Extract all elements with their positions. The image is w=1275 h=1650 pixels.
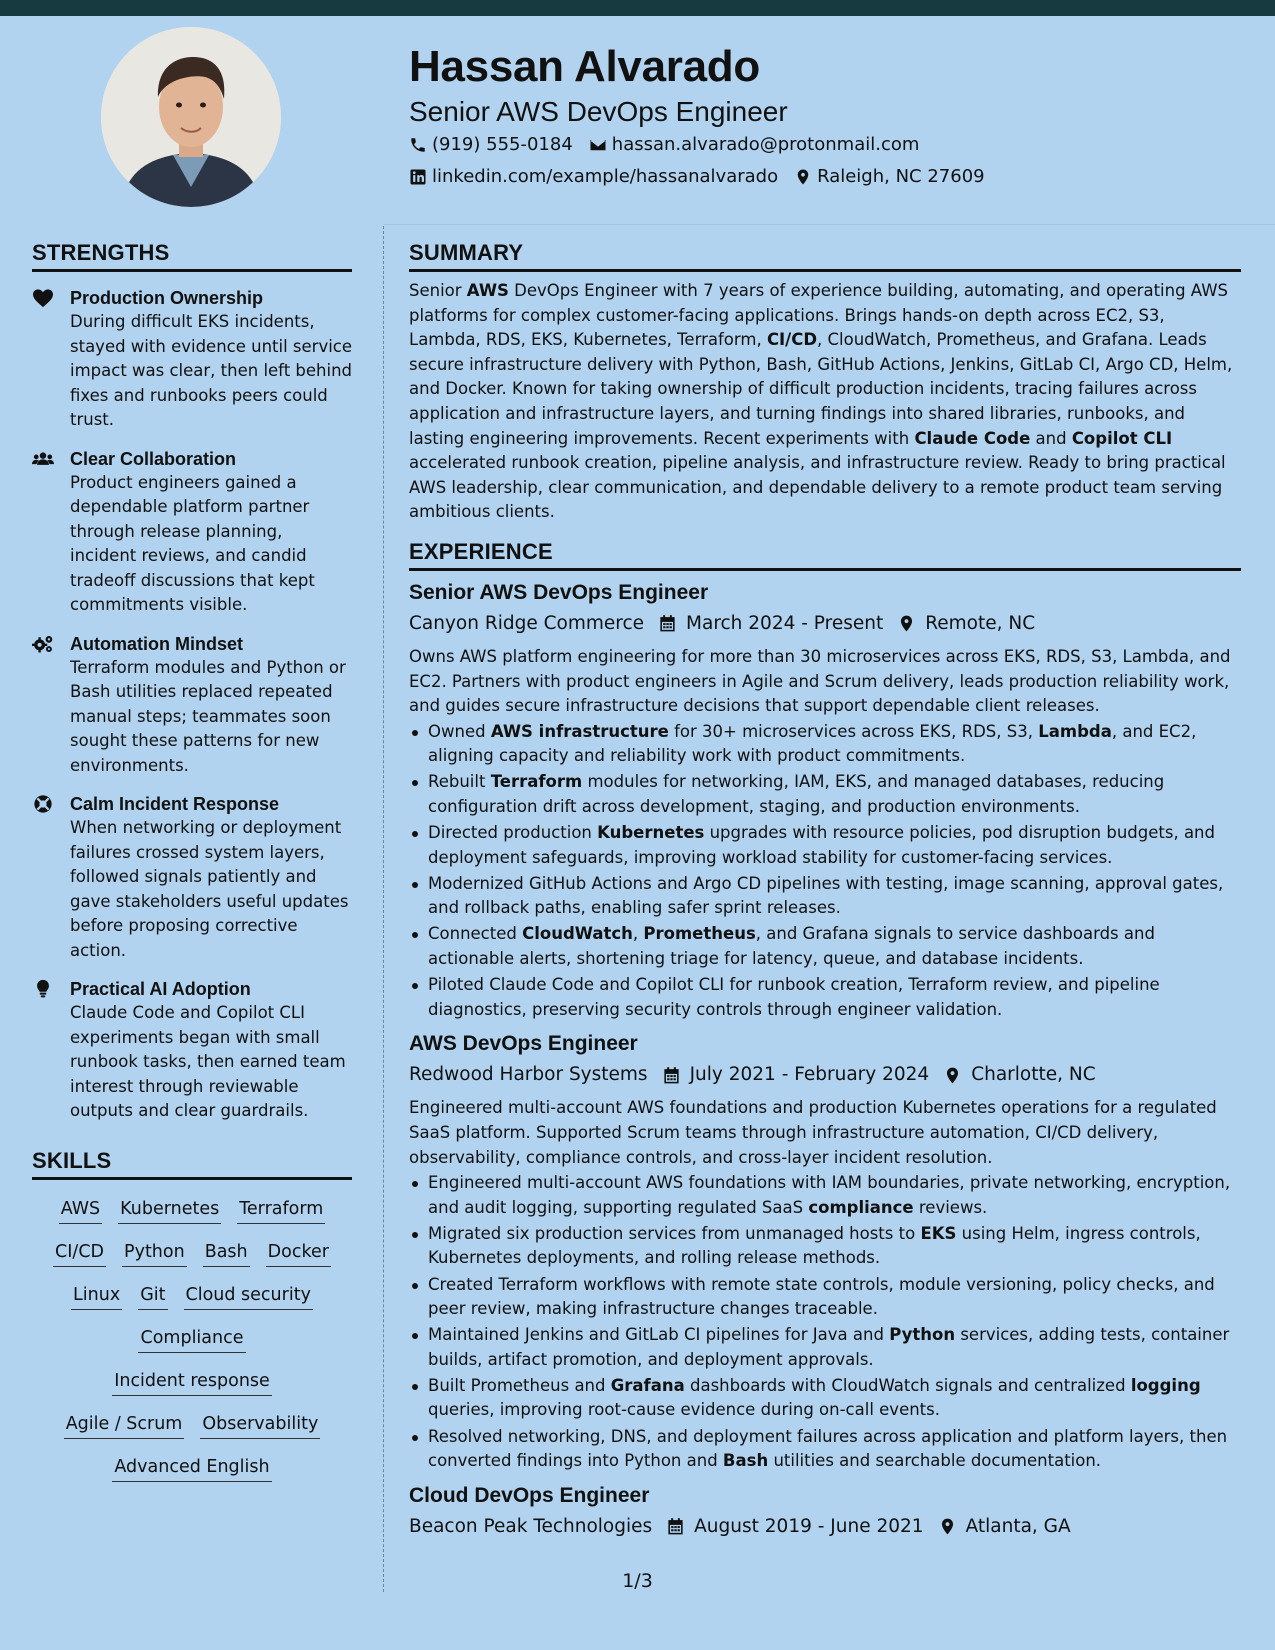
job-location: Charlotte, NC	[971, 1064, 1096, 1086]
map-pin-icon	[943, 1066, 962, 1085]
strength-title: Clear Collaboration	[70, 448, 237, 469]
bullet-item: Engineered multi-account AWS foundations with IAM boundaries, private networking, encryption, and audit logging, supporting regulated SaaS compliance reviews.	[409, 1171, 1241, 1220]
skill-tag: Terraform	[237, 1197, 325, 1224]
top-accent-bar	[0, 0, 1275, 16]
bullet-item: Owned AWS infrastructure for 30+ microservices across EKS, RDS, S3, Lambda, and EC2, aligning capacity and reliability work with product commitments.	[409, 720, 1241, 769]
summary-heading: SUMMARY	[409, 240, 1241, 272]
contact-linkedin[interactable]	[409, 166, 778, 187]
avatar-illustration	[101, 27, 281, 207]
skill-tag: AWS	[59, 1197, 102, 1224]
job-company: Canyon Ridge Commerce	[409, 612, 645, 634]
job-title: AWS DevOps Engineer	[409, 1032, 638, 1056]
skill-tag: Kubernetes	[118, 1197, 221, 1224]
job-bullets	[409, 1171, 1241, 1474]
calendar-icon	[658, 614, 677, 633]
contact-email[interactable]	[589, 134, 920, 155]
bullet-item: Created Terraform workflows with remote state controls, module versioning, policy checks, and peer review, making infrastructure changes traceable.	[409, 1273, 1241, 1322]
bullet-item: Modernized GitHub Actions and Argo CD pipelines with testing, image scanning, approval gates, and rollback paths, enabling safer sprint releases.	[409, 872, 1241, 921]
map-pin-icon	[794, 168, 812, 186]
skills-heading: SKILLS	[32, 1148, 352, 1180]
job-title: Senior AWS DevOps Engineer	[409, 580, 709, 604]
page-number: 1/3	[622, 1570, 653, 1592]
skill-tag: Docker	[266, 1240, 331, 1267]
contact-row-1	[409, 134, 935, 155]
map-pin-icon	[897, 614, 916, 633]
job-entry	[409, 1030, 1241, 1473]
envelope-icon	[589, 136, 607, 154]
main-content	[409, 240, 1241, 1542]
skill-tag: Advanced English	[112, 1455, 271, 1482]
skill-tag: Bash	[203, 1240, 250, 1267]
job-dates: July 2021 - February 2024	[689, 1064, 930, 1086]
strength-item	[32, 977, 352, 1124]
calendar-icon	[662, 1066, 681, 1085]
bullet-item: Directed production Kubernetes upgrades with resource policies, pod disruption budgets, and deployment safeguards, improving workload stability for customer-facing services.	[409, 821, 1241, 870]
job-meta	[409, 1512, 1241, 1542]
skill-tag: Agile / Scrum	[64, 1412, 185, 1439]
job-dates: August 2019 - June 2021	[694, 1515, 924, 1537]
gears-icon	[32, 634, 54, 654]
candidate-title: Senior AWS DevOps Engineer	[409, 96, 788, 127]
bullet-item: Migrated six production services from unmanaged hosts to EKS using Helm, ingress controls, Kubernetes deployments, and rolling release methods.	[409, 1222, 1241, 1271]
bullet-item: Resolved networking, DNS, and deployment failures across application and platform layers, then converted findings into Python and Bash utilities and searchable documentation.	[409, 1425, 1241, 1474]
column-divider	[383, 226, 384, 1592]
summary-text: Senior AWS DevOps Engineer with 7 years of experience building, automating, and operating AWS platforms for complex customer-facing applications. Brings hands-on depth across EC2, S3, Lambda, RDS, EKS, Kubernetes, Terraform, CI/CD, CloudWatch, Prometheus, and Grafana. Leads secure infrastructure delivery with Python, Bash, GitHub Actions, Jenkins, GitLab CI, Argo CD, Helm, and Docker. Known for taking ownership of difficult production incidents, tracing failures across application and infrastructure layers, and turning findings into shared libraries, runbooks, and lasting engineering improvements. Recent experiments with Claude Code and Copilot CLI accelerated runbook creation, pipeline analysis, and infrastructure review. Ready to bring practical AWS leadership, clear communication, and dependable delivery to a remote product team serving ambitious clients.	[409, 281, 1233, 522]
heart-icon	[32, 288, 54, 308]
job-company: Redwood Harbor Systems	[409, 1064, 648, 1086]
calendar-icon	[666, 1517, 685, 1536]
strengths-heading: STRENGTHS	[32, 240, 352, 272]
linkedin-icon	[409, 168, 427, 186]
email-text: hassan.alvarado@protonmail.com	[611, 134, 920, 155]
skill-tag: Git	[138, 1283, 167, 1310]
bullet-item: Connected CloudWatch, Prometheus, and Grafana signals to service dashboards and actionable alerts, shortening triage for latency, queue, and database incidents.	[409, 922, 1241, 971]
lightbulb-icon	[32, 979, 54, 999]
job-description: Owns AWS platform engineering for more than 30 microservices across EKS, RDS, S3, Lambda, and EC2. Partners with product engineers in Agile and Scrum delivery, leads production reliability work, and guides secure infrastructure decisions that support dependable client releases.	[409, 646, 1231, 716]
skill-tag: Cloud security	[184, 1283, 313, 1310]
job-meta	[409, 1060, 1241, 1090]
location-text: Raleigh, NC 27609	[817, 166, 985, 187]
candidate-name: Hassan Alvarado	[409, 42, 760, 91]
skill-tag: Compliance	[138, 1326, 245, 1353]
skill-tag: CI/CD	[53, 1240, 106, 1267]
strength-title: Automation Mindset	[70, 633, 243, 654]
strength-desc: Product engineers gained a dependable platform partner through release planning, incident reviews, and candid tradeoff discussions that kept commitments visible.	[70, 472, 315, 614]
strength-desc: Terraform modules and Python or Bash utilities replaced repeated manual steps; teammates soon sought these patterns for new environments.	[70, 657, 346, 775]
bullet-item: Built Prometheus and Grafana dashboards with CloudWatch signals and centralized logging queries, improving root-cause evidence during on-call events.	[409, 1374, 1241, 1423]
contact-phone[interactable]	[409, 134, 573, 155]
header-divider	[384, 224, 1275, 225]
skills-list	[32, 1190, 352, 1491]
job-description: Engineered multi-account AWS foundations and production Kubernetes operations for a regulated SaaS platform. Supported Scrum teams through infrastructure automation, CI/CD delivery, observability, compliance controls, and cross-layer incident resolution.	[409, 1098, 1217, 1167]
life-ring-icon	[32, 794, 54, 814]
job-location: Atlanta, GA	[965, 1515, 1071, 1537]
sidebar	[32, 240, 352, 1491]
linkedin-text: linkedin.com/example/hassanalvarado	[432, 166, 779, 187]
strength-item	[32, 792, 352, 963]
contact-location	[794, 166, 985, 187]
strength-desc: When networking or deployment failures crossed system layers, followed signals patiently and gave stakeholders useful updates before proposing corrective action.	[70, 818, 349, 960]
strength-title: Practical AI Adoption	[70, 979, 251, 999]
users-icon	[32, 449, 54, 469]
job-bullets	[409, 720, 1241, 1023]
job-entry	[409, 579, 1241, 1022]
job-meta	[409, 609, 1241, 639]
map-pin-icon	[938, 1517, 957, 1536]
job-title: Cloud DevOps Engineer	[409, 1483, 650, 1507]
strength-item	[32, 632, 352, 779]
strength-item	[32, 286, 352, 433]
strength-desc: During difficult EKS incidents, stayed with evidence until service impact was clear, then left behind fixes and runbooks peers could trust.	[70, 312, 353, 429]
contact-row-2	[409, 166, 1001, 187]
profile-photo	[101, 27, 281, 207]
experience-heading: EXPERIENCE	[409, 539, 1241, 571]
skill-tag: Python	[122, 1240, 187, 1267]
job-location: Remote, NC	[925, 612, 1036, 634]
bullet-item: Piloted Claude Code and Copilot CLI for runbook creation, Terraform review, and pipeline diagnostics, preserving security controls through engineer validation.	[409, 973, 1241, 1022]
strength-title: Production Ownership	[70, 288, 264, 308]
job-company: Beacon Peak Technologies	[409, 1515, 653, 1537]
job-dates: March 2024 - Present	[686, 612, 884, 634]
phone-text: (919) 555-0184	[432, 134, 573, 155]
skill-tag: Observability	[200, 1412, 320, 1439]
skill-tag: Incident response	[112, 1369, 272, 1396]
bullet-item: Maintained Jenkins and GitLab CI pipelines for Java and Python services, adding tests, container builds, artifact promotion, and deployment approvals.	[409, 1323, 1241, 1372]
phone-icon	[409, 136, 427, 154]
job-entry	[409, 1482, 1241, 1542]
bullet-item: Rebuilt Terraform modules for networking, IAM, EKS, and managed databases, reducing configuration drift across development, staging, and production environments.	[409, 770, 1241, 819]
skill-tag: Linux	[71, 1283, 122, 1310]
strength-item	[32, 447, 352, 618]
strength-title: Calm Incident Response	[70, 794, 280, 814]
strength-desc: Claude Code and Copilot CLI experiments began with small runbook tasks, then earned team interest through reviewable outputs and clear guardrails.	[70, 1003, 346, 1120]
